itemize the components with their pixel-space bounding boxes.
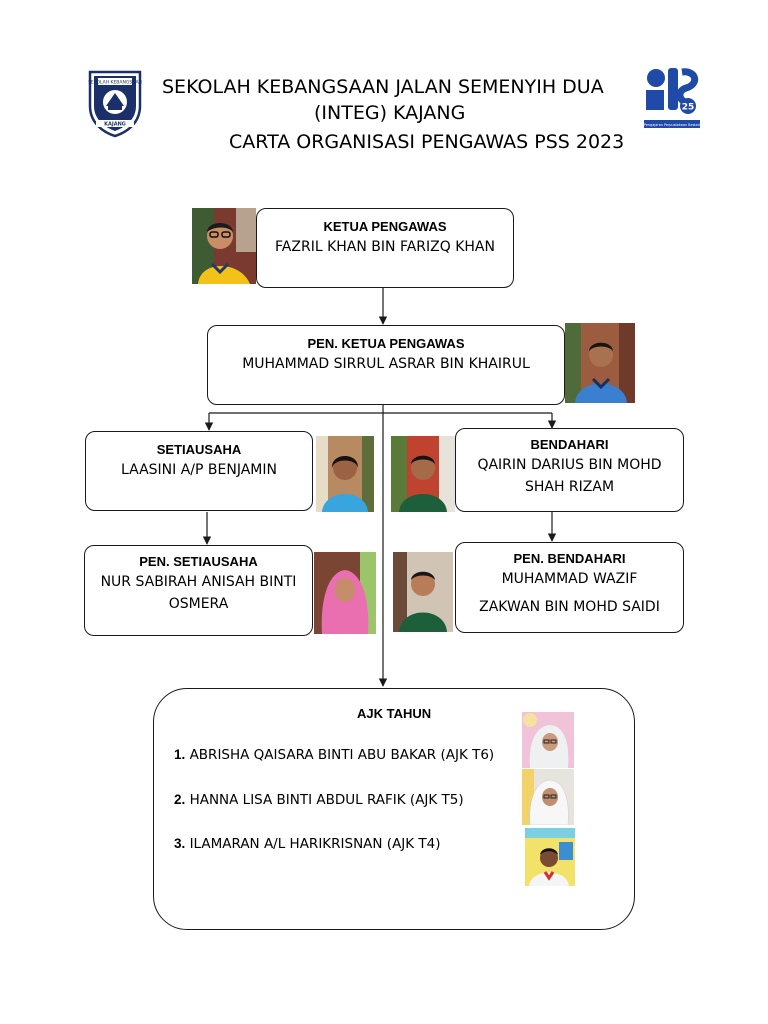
photo-ajk-2 [522, 769, 574, 825]
ajk-item-3 [174, 836, 441, 852]
ajk-item-2 [174, 792, 464, 808]
role-pen-setiausaha: PEN. SETIAUSAHA [139, 554, 258, 569]
ajk-item-3-num: 3. [174, 836, 186, 851]
header-school-location: (INTEG) KAJANG [314, 102, 466, 124]
box-setiausaha [85, 431, 313, 511]
ajk-item-1-num: 1. [174, 747, 186, 762]
name-pen-ketua-pengawas: MUHAMMAD SIRRUL ASRAR BIN KHAIRUL [242, 356, 530, 372]
box-ketua-pengawas [256, 208, 514, 288]
logo-right-caption: Pengajaran Perpustakaan Bestari [643, 123, 701, 127]
header-school-name: SEKOLAH KEBANGSAAN JALAN SEMENYIH DUA [162, 76, 604, 98]
name-pen-setiausaha-line1: NUR SABIRAH ANISAH BINTI [100, 574, 297, 590]
role-bendahari: BENDAHARI [530, 437, 609, 452]
role-setiausaha: SETIAUSAHA [156, 442, 242, 457]
photo-ketua-pengawas [192, 208, 256, 284]
name-pen-bendahari-line1: MUHAMMAD WAZIF [501, 571, 638, 587]
box-bendahari [455, 428, 684, 512]
role-pen-bendahari: PEN. BENDAHARI [513, 551, 626, 566]
photo-bendahari [391, 436, 455, 512]
name-ketua-pengawas: FAZRIL KHAN BIN FARIZQ KHAN [275, 239, 495, 255]
logo-left-bottom-text: KAJANG [104, 121, 126, 128]
ajk-item-1 [174, 747, 494, 763]
ajk-title: AJK TAHUN [357, 706, 432, 721]
ajk-item-2-text: HANNA LISA BINTI ABDUL RAFIK (AJK T5) [189, 792, 464, 808]
photo-ajk-1 [522, 712, 574, 768]
logo-right-badge-number: 25 [681, 102, 695, 113]
name-bendahari-line1: QAIRIN DARIUS BIN MOHD [477, 457, 662, 473]
logo-left-top-text: SEKOLAH KEBANGSAAN [88, 80, 142, 86]
box-pen-bendahari [455, 542, 684, 633]
ajk-item-2-num: 2. [174, 792, 186, 807]
ajk-item-3-text: ILAMARAN A/L HARIKRISNAN (AJK T4) [189, 836, 441, 852]
photo-pen-setiausaha [314, 552, 376, 634]
role-pen-ketua-pengawas: PEN. KETUA PENGAWAS [307, 336, 465, 351]
photo-pen-ketua-pengawas [565, 323, 635, 403]
photo-ajk-3 [525, 828, 575, 886]
box-pen-ketua-pengawas [207, 325, 565, 405]
photo-pen-bendahari [393, 552, 453, 632]
name-bendahari-line2: SHAH RIZAM [524, 479, 615, 495]
name-pen-setiausaha-line2: OSMERA [168, 596, 229, 612]
header-chart-title: CARTA ORGANISASI PENGAWAS PSS 2023 [229, 131, 625, 153]
role-ketua-pengawas: KETUA PENGAWAS [323, 219, 447, 234]
ajk-item-1-text: ABRISHA QAISARA BINTI ABU BAKAR (AJK T6) [189, 747, 495, 763]
name-pen-bendahari-line2: ZAKWAN BIN MOHD SAIDI [479, 599, 660, 615]
box-pen-setiausaha [84, 545, 313, 636]
name-setiausaha: LAASINI A/P BENJAMIN [121, 462, 277, 478]
photo-setiausaha [316, 436, 374, 512]
